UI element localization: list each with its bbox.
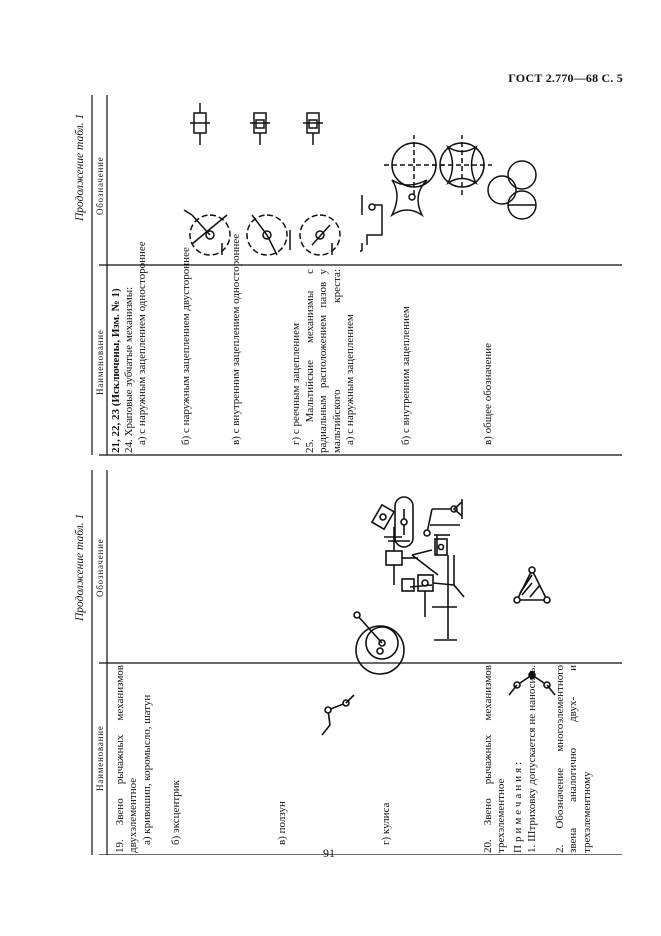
item-25-title: 25. Мальтийские механизмы с радиальным расположением пазов у мальтийского креста:	[304, 269, 343, 453]
item-25v: в) общее обозначение	[482, 342, 494, 445]
row-19g-label: г) кулиса	[380, 802, 392, 845]
rotated-page-content	[62, 95, 622, 855]
item-25b: б) с внутренним зацеплением	[400, 306, 412, 445]
item-25a: а) с наружным зацеплением	[344, 314, 356, 445]
ratchet-internal-symbol	[300, 215, 340, 255]
gear-block-symbol-3	[303, 113, 323, 145]
row-19v-label: в) ползун	[276, 801, 288, 845]
left-table-caption: Продолжение табл. 1	[74, 513, 86, 621]
row-19-title: 19. Звено рычажных механизмов двухэлементное	[114, 665, 140, 853]
ratchet-rack-symbol	[360, 195, 382, 251]
note-1: 1. Штриховку допускается не наносить.	[526, 665, 538, 853]
right-col-symbol-header: Обозначение	[95, 156, 105, 215]
right-col-name-header: Наименование	[95, 329, 105, 395]
eccentric-symbol	[354, 612, 404, 674]
note-2: 2. Обозначение многоэлементного звена аналогично двух- и трехэлементному	[554, 665, 593, 853]
left-col-name-header: Наименование	[95, 725, 105, 791]
gear-block-symbol-1	[190, 103, 210, 145]
ratchet-external-two-side-symbol	[247, 215, 290, 255]
gear-block-symbol-2	[250, 113, 270, 145]
maltese-general-symbol	[488, 161, 536, 219]
excluded-items: 21, 22, 23 (Исключены, Изм. № 1)	[110, 288, 122, 453]
row-19a-label: а) кривошип, коромысло, шатун	[141, 694, 153, 845]
page-number: 91	[323, 846, 335, 860]
item-24-title: 24. Храповые зубчатые механизмы:	[123, 286, 135, 453]
crank-link-symbol	[322, 695, 354, 735]
row-20-title: 20. Звено рычажных механизмов трехэлементное	[482, 665, 508, 853]
left-col-symbol-header: Обозначение	[95, 538, 105, 597]
note-label: Примечания:	[512, 758, 524, 853]
maltese-internal-symbol	[432, 135, 492, 195]
standard-header: ГОСТ 2.770—68 С. 5	[508, 71, 623, 85]
item-24b: б) с наружным зацеплением двустороннее	[180, 247, 192, 445]
item-24g: г) с реечным зацеплением	[290, 323, 302, 445]
right-table-caption: Продолжение табл. 1	[74, 113, 86, 221]
row-19b-label: б) эксцентрик	[170, 779, 182, 845]
item-24v: в) с внутренним зацеплением одностороннее	[230, 233, 242, 445]
item-24a: а) с наружным зацеплением одностороннее	[136, 241, 148, 445]
maltese-external-symbol	[384, 135, 444, 215]
